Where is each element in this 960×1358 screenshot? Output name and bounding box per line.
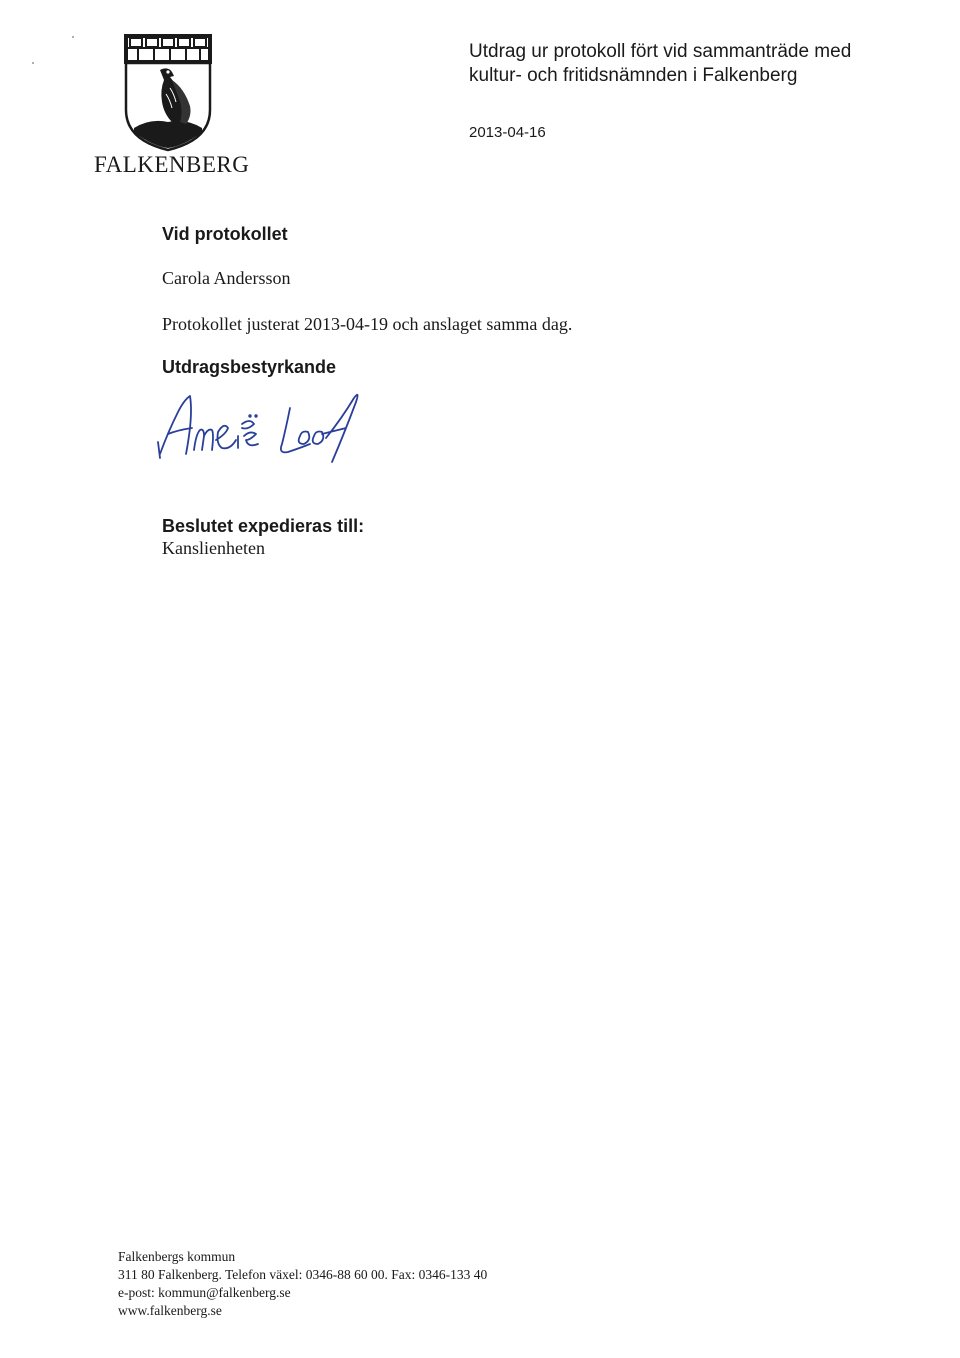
certification-heading: Utdragsbestyrkande (162, 357, 337, 377)
organization-name: FALKENBERG (94, 152, 250, 177)
footer-contact (118, 1248, 487, 1320)
footer-email: e-post: kommun@falkenberg.se (118, 1285, 291, 1300)
footer-org: Falkenbergs kommun (118, 1249, 236, 1264)
vid-protokollet-heading: Vid protokollet (162, 224, 288, 244)
secretary-name: Carola Andersson (162, 268, 291, 288)
protocol-title-line: Utdrag ur protokoll fört vid sammanträde med (469, 41, 852, 62)
distribution-recipient: Kanslienheten (162, 538, 265, 558)
justification-text: Protokollet justerat 2013-04-19 och anslaget samma dag. (162, 314, 573, 334)
scan-speck (32, 62, 34, 64)
protocol-date: 2013-04-16 (469, 124, 546, 141)
scan-speck (72, 36, 74, 38)
coat-of-arms-icon (120, 30, 216, 152)
protocol-title-line: kultur- och fritidsnämnden i Falkenberg (469, 65, 798, 86)
footer-website: www.falkenberg.se (118, 1303, 222, 1318)
protocol-title (469, 40, 939, 88)
distribution-heading: Beslutet expedieras till: (162, 516, 365, 536)
handwritten-signature (150, 378, 390, 468)
footer-address: 311 80 Falkenberg. Telefon växel: 0346-88 60 00. Fax: 0346-133 40 (118, 1267, 488, 1282)
